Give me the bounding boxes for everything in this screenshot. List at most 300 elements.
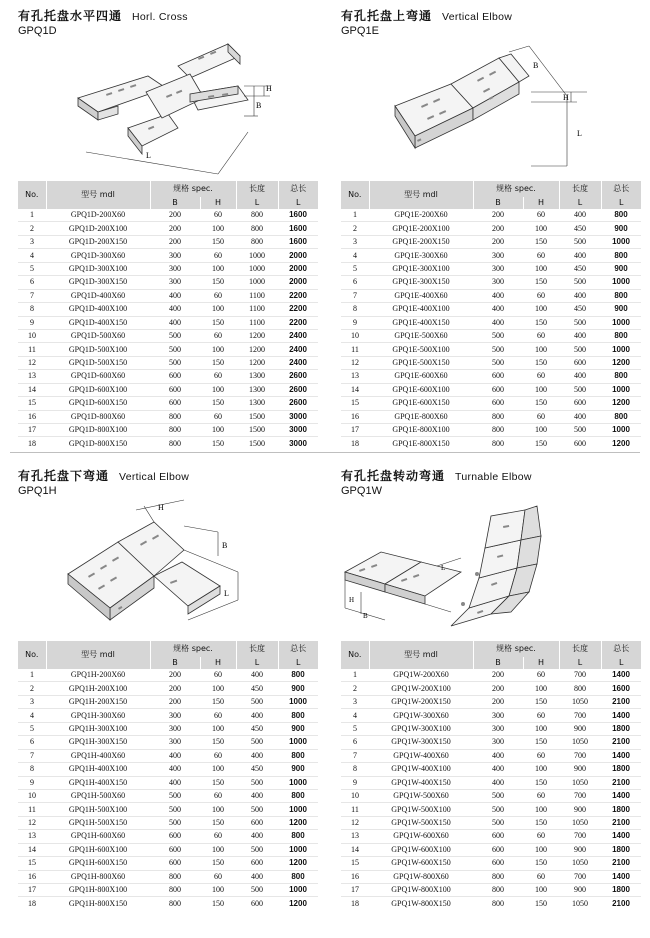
cell-total: 2000 — [278, 249, 318, 262]
cell-model: GPQ1D-300X60 — [46, 249, 150, 262]
title-english: Vertical Elbow — [442, 11, 513, 23]
cell-b: 400 — [473, 763, 523, 776]
cell-b: 500 — [150, 789, 200, 802]
cell-h: 100 — [200, 303, 236, 316]
dim-label-l: L — [577, 129, 582, 138]
cell-model: GPQ1E-600X100 — [369, 383, 473, 396]
cell-model: GPQ1E-800X100 — [369, 424, 473, 437]
cell-total: 2100 — [601, 776, 641, 789]
table-row — [18, 803, 318, 816]
cell-no: 13 — [341, 830, 369, 843]
cell-no: 1 — [341, 669, 369, 682]
table-row — [18, 289, 318, 302]
cell-total: 1000 — [601, 343, 641, 356]
cell-length: 450 — [559, 303, 601, 316]
cell-length: 450 — [559, 222, 601, 235]
col-header-l: L — [236, 197, 278, 209]
table-row — [18, 262, 318, 275]
horizontal-cross-illustration — [58, 36, 298, 176]
cell-b: 800 — [473, 410, 523, 423]
cell-length: 450 — [236, 722, 278, 735]
cell-length: 1000 — [236, 249, 278, 262]
cell-length: 500 — [559, 424, 601, 437]
cell-model: GPQ1E-400X100 — [369, 303, 473, 316]
section-title — [341, 467, 532, 485]
cell-no: 10 — [341, 789, 369, 802]
cell-no: 14 — [341, 843, 369, 856]
cell-b: 200 — [150, 235, 200, 248]
cell-length: 400 — [236, 789, 278, 802]
cell-no: 4 — [341, 709, 369, 722]
cell-model: GPQ1W-200X100 — [369, 682, 473, 695]
table-row — [341, 722, 641, 735]
cell-b: 400 — [150, 763, 200, 776]
cell-model: GPQ1W-400X150 — [369, 776, 473, 789]
cell-b: 400 — [150, 289, 200, 302]
spec-table — [341, 181, 641, 450]
cell-b: 800 — [492, 438, 504, 448]
cell-total: 800 — [601, 370, 641, 383]
cell-length: 1050 — [559, 816, 601, 829]
col-header-h: H — [523, 657, 559, 669]
cell-h: 100 — [200, 424, 236, 437]
cell-length: 400 — [559, 329, 601, 342]
cell-model: GPQ1H-500X100 — [46, 803, 150, 816]
cell-total: 1800 — [601, 803, 641, 816]
cell-total: 2100 — [612, 898, 630, 908]
cell-model: GPQ1E-200X60 — [369, 209, 473, 222]
cell-b: 300 — [473, 736, 523, 749]
cell-model: GPQ1E-600X60 — [369, 370, 473, 383]
cell-b: 600 — [150, 370, 200, 383]
cell-model: GPQ1H-300X150 — [46, 736, 150, 749]
cell-h: 60 — [523, 749, 559, 762]
cell-h: 60 — [200, 249, 236, 262]
cell-total: 2200 — [278, 289, 318, 302]
table-row — [341, 276, 641, 289]
cell-no: 13 — [341, 370, 369, 383]
cell-length: 500 — [559, 276, 601, 289]
cell-h: 150 — [523, 235, 559, 248]
cell-model: GPQ1H-200X150 — [46, 695, 150, 708]
cell-h: 150 — [200, 695, 236, 708]
cell-no: 17 — [341, 424, 369, 437]
cell-h: 150 — [200, 736, 236, 749]
cell-length: 900 — [559, 884, 601, 897]
table-row — [18, 669, 318, 682]
table-row — [18, 857, 318, 870]
col-header-total-l: L — [278, 657, 318, 669]
cell-model: GPQ1E-800X150 — [392, 438, 450, 448]
cell-no: 11 — [18, 803, 46, 816]
cell-total: 1600 — [278, 209, 318, 222]
col-header-l: L — [236, 657, 278, 669]
col-header-total: 总长 — [601, 641, 641, 657]
cell-length: 500 — [559, 316, 601, 329]
cell-model: GPQ1W-600X150 — [369, 857, 473, 870]
cell-length: 1200 — [236, 356, 278, 369]
table-row — [18, 209, 318, 222]
cell-model: GPQ1D-500X150 — [46, 356, 150, 369]
cell-h: 150 — [200, 235, 236, 248]
cell-no: 16 — [341, 410, 369, 423]
cell-length: 900 — [559, 763, 601, 776]
cell-b: 400 — [150, 303, 200, 316]
cell-b: 300 — [150, 249, 200, 262]
cell-b: 200 — [473, 235, 523, 248]
cell-length: 400 — [236, 749, 278, 762]
cell-total: 1000 — [278, 776, 318, 789]
cell-b: 500 — [150, 803, 200, 816]
table-row — [18, 397, 318, 410]
cell-b: 400 — [473, 749, 523, 762]
cell-no: 6 — [18, 736, 46, 749]
cell-length: 1200 — [236, 343, 278, 356]
cell-b: 600 — [473, 397, 523, 410]
dim-label-l: L — [441, 564, 446, 572]
cell-length: 500 — [236, 736, 278, 749]
cell-model: GPQ1W-400X100 — [369, 763, 473, 776]
cell-no: 18 — [351, 438, 359, 448]
cell-length: 500 — [236, 695, 278, 708]
cell-b: 600 — [473, 843, 523, 856]
cell-model: GPQ1H-600X60 — [46, 830, 150, 843]
table-row — [341, 356, 641, 369]
cell-b: 200 — [473, 222, 523, 235]
cell-total: 900 — [601, 303, 641, 316]
table-row — [341, 857, 641, 870]
cell-b: 600 — [473, 830, 523, 843]
cell-length: 700 — [559, 749, 601, 762]
table-row — [341, 383, 641, 396]
cell-h: 60 — [523, 669, 559, 682]
col-header-length: 长度 — [559, 181, 601, 197]
cell-model: GPQ1H-800X100 — [46, 884, 150, 897]
col-header-h: H — [200, 197, 236, 209]
cell-model: GPQ1W-300X100 — [369, 722, 473, 735]
cell-length: 1050 — [559, 736, 601, 749]
table-row — [341, 830, 641, 843]
cell-total: 800 — [278, 830, 318, 843]
cell-no: 1 — [341, 209, 369, 222]
cell-no: 14 — [18, 383, 46, 396]
cell-b: 300 — [473, 722, 523, 735]
cell-total: 1000 — [601, 383, 641, 396]
cell-b: 800 — [473, 870, 523, 883]
cell-h: 60 — [200, 289, 236, 302]
cell-b: 500 — [150, 356, 200, 369]
cell-no: 12 — [341, 356, 369, 369]
cell-h: 100 — [200, 222, 236, 235]
table-row — [341, 343, 641, 356]
table-row — [18, 897, 318, 910]
table-row — [341, 884, 641, 897]
table-row — [18, 356, 318, 369]
cell-h: 150 — [200, 276, 236, 289]
cell-b: 300 — [150, 276, 200, 289]
cell-total: 2600 — [278, 383, 318, 396]
cell-length: 700 — [559, 789, 601, 802]
cell-no: 5 — [18, 722, 46, 735]
cell-b: 800 — [473, 424, 523, 437]
cell-total: 800 — [278, 870, 318, 883]
col-header-spec: 规格 spec. — [473, 641, 559, 657]
cell-length: 400 — [559, 289, 601, 302]
cell-h: 150 — [523, 857, 559, 870]
col-header-spec: 规格 spec. — [150, 641, 236, 657]
cell-model: GPQ1E-500X100 — [369, 343, 473, 356]
cell-length: 400 — [236, 830, 278, 843]
title-chinese: 有孔托盘上弯通 — [341, 9, 433, 23]
cell-model: GPQ1H-200X100 — [46, 682, 150, 695]
table-row — [18, 370, 318, 383]
cell-model: GPQ1D-200X150 — [46, 235, 150, 248]
col-header-b: B — [473, 197, 523, 209]
cell-length: 600 — [236, 857, 278, 870]
table-row — [18, 424, 318, 437]
cell-no: 10 — [341, 329, 369, 342]
table-row — [18, 722, 318, 735]
cell-h: 100 — [523, 803, 559, 816]
col-header-h: H — [523, 197, 559, 209]
cell-b: 300 — [150, 722, 200, 735]
cell-h: 60 — [523, 289, 559, 302]
cell-no: 3 — [341, 695, 369, 708]
cell-h: 60 — [523, 370, 559, 383]
cell-h: 60 — [200, 669, 236, 682]
cell-no: 7 — [341, 749, 369, 762]
table-row — [341, 303, 641, 316]
col-header-length: 长度 — [236, 641, 278, 657]
cell-b: 300 — [473, 262, 523, 275]
cell-no: 15 — [18, 397, 46, 410]
cell-no: 13 — [18, 830, 46, 843]
spec-table — [341, 641, 641, 910]
cell-model: GPQ1D-600X60 — [46, 370, 150, 383]
spec-table — [18, 641, 318, 910]
cell-b: 400 — [150, 316, 200, 329]
section-title — [18, 7, 188, 25]
cell-total: 1000 — [278, 695, 318, 708]
cell-model: GPQ1D-800X150 — [68, 438, 128, 448]
cell-no: 12 — [18, 816, 46, 829]
cell-total: 2200 — [278, 303, 318, 316]
cell-h: 60 — [523, 789, 559, 802]
cell-b: 500 — [150, 329, 200, 342]
cell-h: 150 — [200, 776, 236, 789]
cell-total: 800 — [278, 669, 318, 682]
cell-length: 450 — [236, 682, 278, 695]
table-row — [18, 222, 318, 235]
cell-model: GPQ1D-800X60 — [46, 410, 150, 423]
cell-no: 3 — [341, 235, 369, 248]
vertical-elbow-down-illustration — [58, 496, 298, 636]
table-row — [341, 289, 641, 302]
cell-length: 1300 — [236, 397, 278, 410]
cell-total: 900 — [278, 763, 318, 776]
cell-no: 7 — [341, 289, 369, 302]
cell-h: 100 — [523, 262, 559, 275]
cell-b: 400 — [473, 316, 523, 329]
cell-model: GPQ1D-400X60 — [46, 289, 150, 302]
col-header-h: H — [200, 657, 236, 669]
col-header-total: 总长 — [601, 181, 641, 197]
table-row — [341, 316, 641, 329]
table-row — [341, 370, 641, 383]
cell-no: 18 — [28, 438, 36, 448]
cell-total: 3000 — [289, 438, 307, 448]
cell-length: 500 — [559, 383, 601, 396]
cell-model: GPQ1D-300X100 — [46, 262, 150, 275]
cell-no: 6 — [341, 276, 369, 289]
dim-label-h: H — [158, 503, 164, 512]
cell-b: 800 — [492, 898, 504, 908]
cell-h: 60 — [200, 329, 236, 342]
cell-model: GPQ1H-400X150 — [46, 776, 150, 789]
cell-total: 800 — [601, 249, 641, 262]
cell-total: 2400 — [278, 356, 318, 369]
table-row — [18, 383, 318, 396]
table-row — [341, 424, 641, 437]
cell-total: 2600 — [278, 370, 318, 383]
table-row — [341, 669, 641, 682]
cell-b: 400 — [150, 749, 200, 762]
table-row — [341, 235, 641, 248]
cell-b: 400 — [150, 776, 200, 789]
col-header-total-l: L — [601, 657, 641, 669]
cell-b: 300 — [150, 736, 200, 749]
table-row — [18, 437, 318, 450]
cell-total: 1800 — [601, 763, 641, 776]
cell-h: 60 — [523, 329, 559, 342]
cell-length: 450 — [559, 262, 601, 275]
col-header-spec: 规格 spec. — [150, 181, 236, 197]
cell-length: 1050 — [559, 776, 601, 789]
cell-h: 100 — [200, 722, 236, 735]
cell-model: GPQ1D-800X100 — [46, 424, 150, 437]
cell-length: 400 — [559, 370, 601, 383]
cell-total: 1400 — [601, 749, 641, 762]
cell-h: 150 — [212, 898, 224, 908]
table-row — [341, 397, 641, 410]
table-row — [18, 870, 318, 883]
table-row — [18, 709, 318, 722]
cell-b: 300 — [150, 262, 200, 275]
cell-b: 600 — [473, 383, 523, 396]
cell-h: 60 — [200, 830, 236, 843]
cell-model: GPQ1E-500X150 — [369, 356, 473, 369]
cell-model: GPQ1D-600X100 — [46, 383, 150, 396]
cell-total: 900 — [601, 222, 641, 235]
cell-length: 450 — [236, 763, 278, 776]
table-row — [341, 897, 641, 910]
title-chinese: 有孔托盘下弯通 — [18, 469, 110, 483]
cell-model: GPQ1D-500X100 — [46, 343, 150, 356]
table-row — [341, 695, 641, 708]
cell-h: 100 — [200, 262, 236, 275]
table-row — [341, 209, 641, 222]
cell-b: 200 — [150, 222, 200, 235]
cell-no: 9 — [341, 316, 369, 329]
table-row — [18, 276, 318, 289]
cell-b: 400 — [473, 776, 523, 789]
cell-total: 1600 — [278, 235, 318, 248]
col-header-spec: 规格 spec. — [473, 181, 559, 197]
cell-no: 14 — [341, 383, 369, 396]
cell-no: 11 — [341, 343, 369, 356]
cell-h: 100 — [523, 763, 559, 776]
cell-b: 200 — [150, 669, 200, 682]
cell-total: 2100 — [601, 857, 641, 870]
cell-b: 200 — [473, 682, 523, 695]
cell-model: GPQ1D-400X150 — [46, 316, 150, 329]
cell-total: 2400 — [278, 329, 318, 342]
spec-table-body — [18, 209, 318, 450]
col-header-length: 长度 — [236, 181, 278, 197]
cell-b: 300 — [473, 709, 523, 722]
cell-no: 3 — [18, 695, 46, 708]
cell-model: GPQ1W-800X150 — [391, 898, 451, 908]
cell-total: 1000 — [278, 884, 318, 897]
cell-model: GPQ1H-300X100 — [46, 722, 150, 735]
table-row — [341, 410, 641, 423]
cell-b: 500 — [473, 329, 523, 342]
cell-b: 500 — [473, 343, 523, 356]
cell-length: 700 — [559, 669, 601, 682]
cell-model: GPQ1D-300X150 — [46, 276, 150, 289]
product-code: GPQ1W — [341, 485, 382, 497]
cell-h: 60 — [523, 870, 559, 883]
table-row — [341, 736, 641, 749]
cell-length: 900 — [559, 722, 601, 735]
cell-model: GPQ1W-500X100 — [369, 803, 473, 816]
cell-no: 10 — [18, 789, 46, 802]
turnable-elbow-illustration — [331, 496, 591, 636]
table-row — [18, 682, 318, 695]
cell-total: 1000 — [601, 276, 641, 289]
col-header-l: L — [559, 657, 601, 669]
cell-total: 1000 — [278, 736, 318, 749]
col-header-no: No. — [341, 181, 369, 209]
cell-total: 1400 — [601, 669, 641, 682]
cell-no: 5 — [341, 262, 369, 275]
cell-length: 1000 — [236, 262, 278, 275]
spec-table-body — [341, 209, 641, 450]
cell-length: 1300 — [236, 370, 278, 383]
cell-no: 15 — [18, 857, 46, 870]
cell-total: 1200 — [289, 898, 307, 908]
table-row — [18, 749, 318, 762]
table-row — [18, 343, 318, 356]
cell-no: 14 — [18, 843, 46, 856]
cell-no: 6 — [18, 276, 46, 289]
cell-no: 12 — [18, 356, 46, 369]
col-header-model: 型号 mdl — [369, 181, 473, 209]
cell-h: 100 — [200, 803, 236, 816]
col-header-no: No. — [341, 641, 369, 669]
col-header-model: 型号 mdl — [46, 181, 150, 209]
cell-no: 4 — [18, 249, 46, 262]
cell-model: GPQ1W-500X150 — [369, 816, 473, 829]
table-row — [341, 682, 641, 695]
cell-no: 9 — [18, 316, 46, 329]
cell-b: 300 — [150, 709, 200, 722]
cell-b: 800 — [150, 424, 200, 437]
cell-b: 200 — [473, 669, 523, 682]
cell-h: 100 — [523, 682, 559, 695]
cell-total: 2100 — [601, 736, 641, 749]
cell-length: 1100 — [236, 289, 278, 302]
